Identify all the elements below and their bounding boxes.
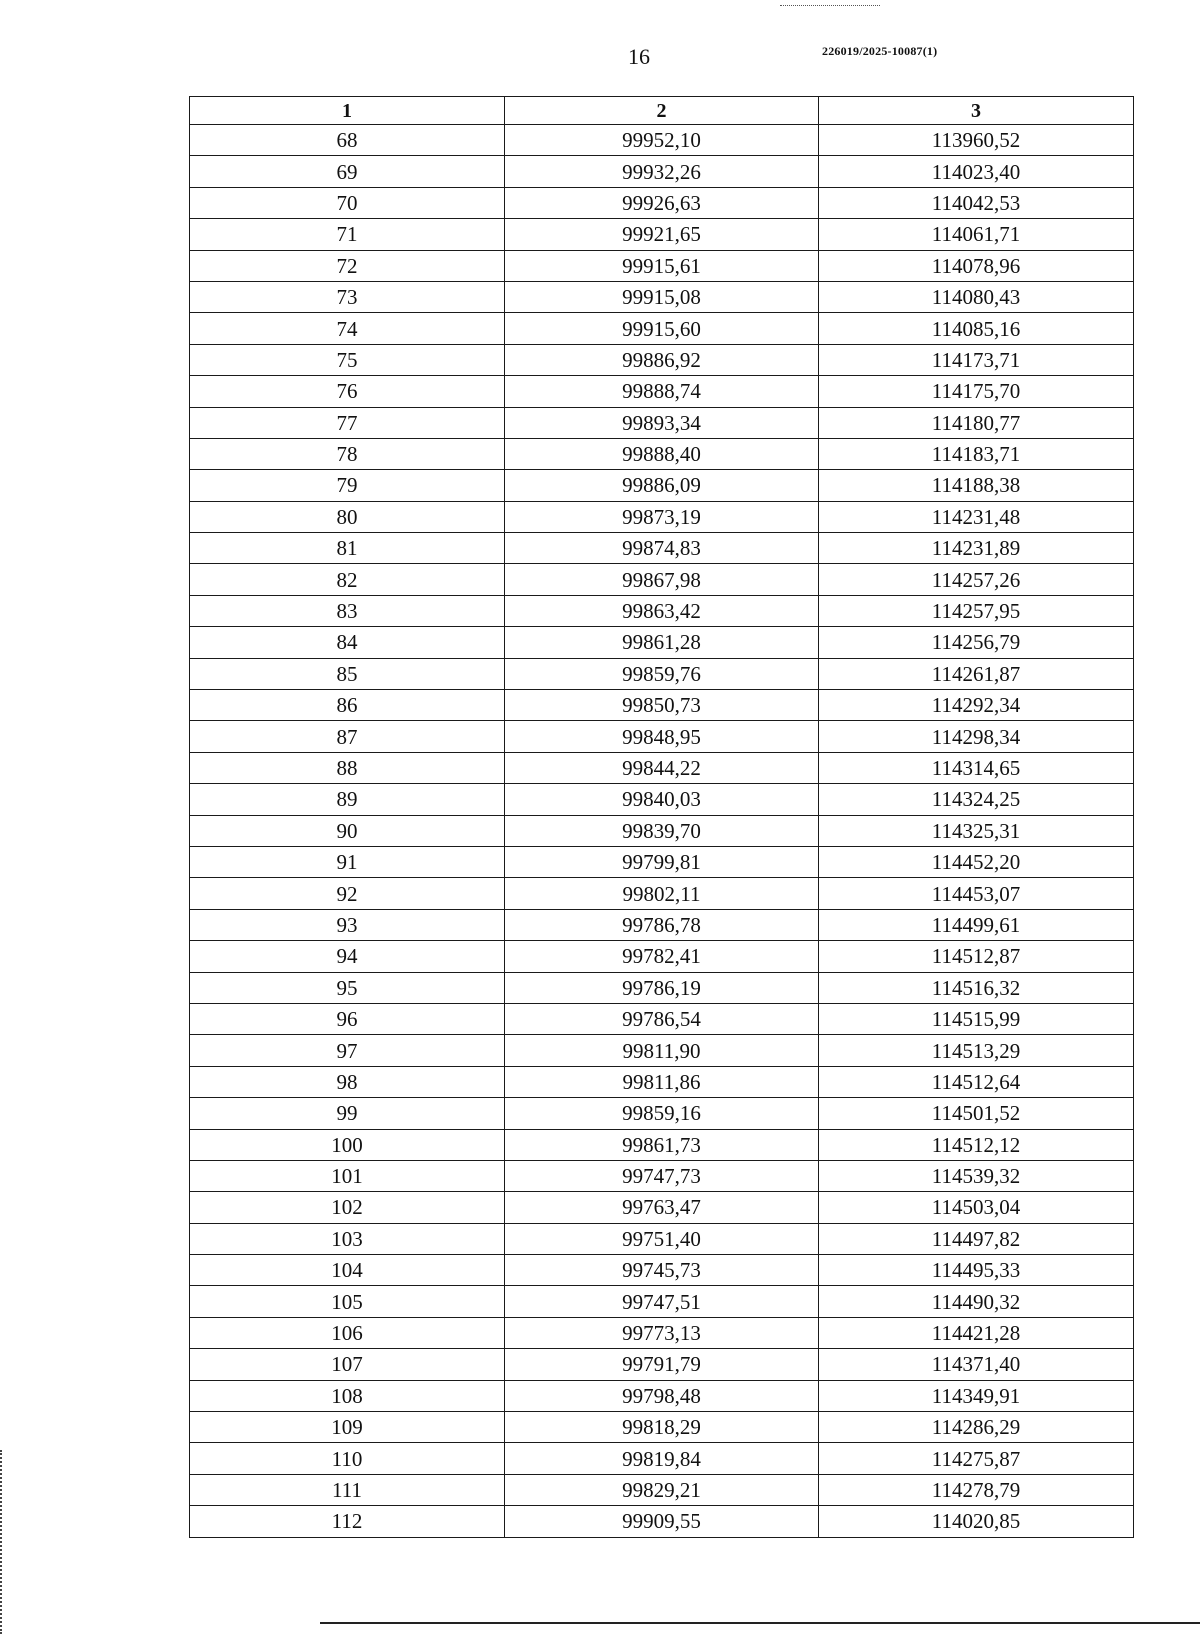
coordinate-x-cell: 99840,03 xyxy=(505,784,819,815)
coordinate-y-cell: 114324,25 xyxy=(819,784,1134,815)
point-number-cell: 97 xyxy=(190,1035,505,1066)
point-number-cell: 101 xyxy=(190,1160,505,1191)
point-number-cell: 78 xyxy=(190,438,505,469)
point-number-cell: 87 xyxy=(190,721,505,752)
table-row xyxy=(190,219,1134,250)
coordinate-y-cell: 114371,40 xyxy=(819,1349,1134,1380)
coordinates-table xyxy=(189,96,1134,1538)
table-row xyxy=(190,125,1134,156)
coordinate-x-cell: 99850,73 xyxy=(505,690,819,721)
point-number-cell: 79 xyxy=(190,470,505,501)
coordinate-x-cell: 99859,16 xyxy=(505,1098,819,1129)
coordinate-x-cell: 99786,19 xyxy=(505,972,819,1003)
table-row xyxy=(190,1286,1134,1317)
coordinate-y-cell: 114515,99 xyxy=(819,1003,1134,1034)
point-number-cell: 86 xyxy=(190,690,505,721)
coordinate-x-cell: 99886,09 xyxy=(505,470,819,501)
point-number-cell: 99 xyxy=(190,1098,505,1129)
coordinate-x-cell: 99863,42 xyxy=(505,595,819,626)
point-number-cell: 110 xyxy=(190,1443,505,1474)
coordinate-x-cell: 99909,55 xyxy=(505,1506,819,1537)
coordinate-y-cell: 114499,61 xyxy=(819,909,1134,940)
table-row xyxy=(190,690,1134,721)
point-number-cell: 112 xyxy=(190,1506,505,1537)
coordinate-y-cell: 114512,12 xyxy=(819,1129,1134,1160)
point-number-cell: 90 xyxy=(190,815,505,846)
table-row xyxy=(190,344,1134,375)
table-body xyxy=(190,125,1134,1538)
coordinate-y-cell: 114349,91 xyxy=(819,1380,1134,1411)
point-number-cell: 105 xyxy=(190,1286,505,1317)
coordinate-x-cell: 99952,10 xyxy=(505,125,819,156)
coordinate-y-cell: 114513,29 xyxy=(819,1035,1134,1066)
coordinate-x-cell: 99747,73 xyxy=(505,1160,819,1191)
coordinate-y-cell: 114314,65 xyxy=(819,752,1134,783)
point-number-cell: 82 xyxy=(190,564,505,595)
coordinate-y-cell: 114512,64 xyxy=(819,1066,1134,1097)
point-number-cell: 74 xyxy=(190,313,505,344)
column-header: 1 xyxy=(190,97,505,125)
coordinate-x-cell: 99802,11 xyxy=(505,878,819,909)
point-number-cell: 89 xyxy=(190,784,505,815)
coordinate-y-cell: 114292,34 xyxy=(819,690,1134,721)
coordinate-y-cell: 114175,70 xyxy=(819,376,1134,407)
coordinate-y-cell: 114183,71 xyxy=(819,438,1134,469)
coordinate-x-cell: 99844,22 xyxy=(505,752,819,783)
coordinate-y-cell: 114257,95 xyxy=(819,595,1134,626)
coordinate-y-cell: 113960,52 xyxy=(819,125,1134,156)
table-row xyxy=(190,721,1134,752)
point-number-cell: 98 xyxy=(190,1066,505,1097)
point-number-cell: 69 xyxy=(190,156,505,187)
table-row xyxy=(190,1380,1134,1411)
coordinate-y-cell: 114421,28 xyxy=(819,1317,1134,1348)
table-row xyxy=(190,1255,1134,1286)
point-number-cell: 108 xyxy=(190,1380,505,1411)
table-row xyxy=(190,438,1134,469)
table-row xyxy=(190,1412,1134,1443)
point-number-cell: 95 xyxy=(190,972,505,1003)
coordinate-y-cell: 114256,79 xyxy=(819,627,1134,658)
coordinate-y-cell: 114231,89 xyxy=(819,533,1134,564)
table-row xyxy=(190,752,1134,783)
coordinate-x-cell: 99745,73 xyxy=(505,1255,819,1286)
table-row xyxy=(190,846,1134,877)
coordinate-x-cell: 99791,79 xyxy=(505,1349,819,1380)
coordinate-x-cell: 99773,13 xyxy=(505,1317,819,1348)
coordinate-y-cell: 114325,31 xyxy=(819,815,1134,846)
point-number-cell: 106 xyxy=(190,1317,505,1348)
coordinate-x-cell: 99782,41 xyxy=(505,941,819,972)
coordinate-y-cell: 114539,32 xyxy=(819,1160,1134,1191)
coordinate-y-cell: 114231,48 xyxy=(819,501,1134,532)
table-row xyxy=(190,1160,1134,1191)
coordinate-y-cell: 114080,43 xyxy=(819,281,1134,312)
coordinate-x-cell: 99932,26 xyxy=(505,156,819,187)
table-header-row xyxy=(190,97,1134,125)
point-number-cell: 76 xyxy=(190,376,505,407)
coordinate-x-cell: 99786,54 xyxy=(505,1003,819,1034)
coordinate-x-cell: 99921,65 xyxy=(505,219,819,250)
point-number-cell: 94 xyxy=(190,941,505,972)
coordinate-y-cell: 114085,16 xyxy=(819,313,1134,344)
coordinate-y-cell: 114275,87 xyxy=(819,1443,1134,1474)
table-row xyxy=(190,1098,1134,1129)
coordinate-y-cell: 114503,04 xyxy=(819,1192,1134,1223)
point-number-cell: 109 xyxy=(190,1412,505,1443)
point-number-cell: 72 xyxy=(190,250,505,281)
coordinate-y-cell: 114497,82 xyxy=(819,1223,1134,1254)
table-row xyxy=(190,1223,1134,1254)
coordinate-y-cell: 114023,40 xyxy=(819,156,1134,187)
point-number-cell: 77 xyxy=(190,407,505,438)
table-row xyxy=(190,564,1134,595)
table-row xyxy=(190,972,1134,1003)
coordinate-y-cell: 114188,38 xyxy=(819,470,1134,501)
coordinate-y-cell: 114490,32 xyxy=(819,1286,1134,1317)
coordinate-y-cell: 114261,87 xyxy=(819,658,1134,689)
page-number: 16 xyxy=(628,44,650,69)
coordinate-y-cell: 114298,34 xyxy=(819,721,1134,752)
coordinate-x-cell: 99819,84 xyxy=(505,1443,819,1474)
column-header: 2 xyxy=(505,97,819,125)
coordinate-y-cell: 114180,77 xyxy=(819,407,1134,438)
coordinate-x-cell: 99867,98 xyxy=(505,564,819,595)
table-row xyxy=(190,658,1134,689)
table-row xyxy=(190,1192,1134,1223)
coordinate-x-cell: 99786,78 xyxy=(505,909,819,940)
table-row xyxy=(190,156,1134,187)
coordinate-x-cell: 99861,73 xyxy=(505,1129,819,1160)
point-number-cell: 68 xyxy=(190,125,505,156)
table-row xyxy=(190,533,1134,564)
scan-artifact-top xyxy=(780,5,880,7)
point-number-cell: 75 xyxy=(190,344,505,375)
point-number-cell: 92 xyxy=(190,878,505,909)
scan-artifact-left-edge xyxy=(0,1450,4,1634)
coordinate-y-cell: 114452,20 xyxy=(819,846,1134,877)
table-row xyxy=(190,407,1134,438)
coordinate-x-cell: 99848,95 xyxy=(505,721,819,752)
coordinate-x-cell: 99915,60 xyxy=(505,313,819,344)
coordinate-x-cell: 99886,92 xyxy=(505,344,819,375)
table-row xyxy=(190,595,1134,626)
table-row xyxy=(190,250,1134,281)
table-row xyxy=(190,187,1134,218)
coordinate-x-cell: 99888,74 xyxy=(505,376,819,407)
point-number-cell: 102 xyxy=(190,1192,505,1223)
table-row xyxy=(190,501,1134,532)
coordinate-x-cell: 99799,81 xyxy=(505,846,819,877)
point-number-cell: 104 xyxy=(190,1255,505,1286)
coordinate-x-cell: 99747,51 xyxy=(505,1286,819,1317)
point-number-cell: 103 xyxy=(190,1223,505,1254)
point-number-cell: 73 xyxy=(190,281,505,312)
table-row xyxy=(190,376,1134,407)
coordinate-x-cell: 99888,40 xyxy=(505,438,819,469)
table-row xyxy=(190,1003,1134,1034)
coordinate-y-cell: 114495,33 xyxy=(819,1255,1134,1286)
coordinate-y-cell: 114257,26 xyxy=(819,564,1134,595)
point-number-cell: 80 xyxy=(190,501,505,532)
coordinate-y-cell: 114020,85 xyxy=(819,1506,1134,1537)
point-number-cell: 84 xyxy=(190,627,505,658)
coordinate-y-cell: 114516,32 xyxy=(819,972,1134,1003)
coordinate-x-cell: 99915,61 xyxy=(505,250,819,281)
coordinate-x-cell: 99893,34 xyxy=(505,407,819,438)
table-row xyxy=(190,1349,1134,1380)
point-number-cell: 81 xyxy=(190,533,505,564)
table-row xyxy=(190,313,1134,344)
table-row xyxy=(190,281,1134,312)
point-number-cell: 96 xyxy=(190,1003,505,1034)
scan-artifact-bottom xyxy=(320,1622,1200,1624)
point-number-cell: 71 xyxy=(190,219,505,250)
coordinate-x-cell: 99874,83 xyxy=(505,533,819,564)
coordinate-x-cell: 99861,28 xyxy=(505,627,819,658)
coordinate-y-cell: 114512,87 xyxy=(819,941,1134,972)
coordinate-y-cell: 114501,52 xyxy=(819,1098,1134,1129)
table-row xyxy=(190,1506,1134,1537)
table-row xyxy=(190,941,1134,972)
point-number-cell: 88 xyxy=(190,752,505,783)
point-number-cell: 83 xyxy=(190,595,505,626)
point-number-cell: 85 xyxy=(190,658,505,689)
coordinate-x-cell: 99839,70 xyxy=(505,815,819,846)
table-row xyxy=(190,1443,1134,1474)
coordinate-x-cell: 99818,29 xyxy=(505,1412,819,1443)
coordinate-x-cell: 99926,63 xyxy=(505,187,819,218)
coordinate-y-cell: 114453,07 xyxy=(819,878,1134,909)
coordinate-y-cell: 114278,79 xyxy=(819,1474,1134,1505)
table-row xyxy=(190,1317,1134,1348)
coordinate-x-cell: 99751,40 xyxy=(505,1223,819,1254)
table-row xyxy=(190,909,1134,940)
table-row xyxy=(190,815,1134,846)
table-row xyxy=(190,470,1134,501)
table-row xyxy=(190,1474,1134,1505)
column-header: 3 xyxy=(819,97,1134,125)
document-id: 226019/2025-10087(1) xyxy=(822,44,938,58)
point-number-cell: 91 xyxy=(190,846,505,877)
point-number-cell: 70 xyxy=(190,187,505,218)
table-row xyxy=(190,1035,1134,1066)
coordinate-x-cell: 99915,08 xyxy=(505,281,819,312)
point-number-cell: 107 xyxy=(190,1349,505,1380)
coordinate-y-cell: 114061,71 xyxy=(819,219,1134,250)
coordinate-x-cell: 99859,76 xyxy=(505,658,819,689)
coordinate-x-cell: 99798,48 xyxy=(505,1380,819,1411)
coordinate-y-cell: 114078,96 xyxy=(819,250,1134,281)
coordinate-x-cell: 99811,86 xyxy=(505,1066,819,1097)
coordinate-y-cell: 114173,71 xyxy=(819,344,1134,375)
point-number-cell: 111 xyxy=(190,1474,505,1505)
table-row xyxy=(190,1129,1134,1160)
coordinate-y-cell: 114286,29 xyxy=(819,1412,1134,1443)
point-number-cell: 100 xyxy=(190,1129,505,1160)
table-row xyxy=(190,878,1134,909)
point-number-cell: 93 xyxy=(190,909,505,940)
coordinate-x-cell: 99829,21 xyxy=(505,1474,819,1505)
table-row xyxy=(190,1066,1134,1097)
table-row xyxy=(190,627,1134,658)
coordinate-x-cell: 99763,47 xyxy=(505,1192,819,1223)
table-row xyxy=(190,784,1134,815)
coordinate-x-cell: 99873,19 xyxy=(505,501,819,532)
coordinate-x-cell: 99811,90 xyxy=(505,1035,819,1066)
coordinate-y-cell: 114042,53 xyxy=(819,187,1134,218)
